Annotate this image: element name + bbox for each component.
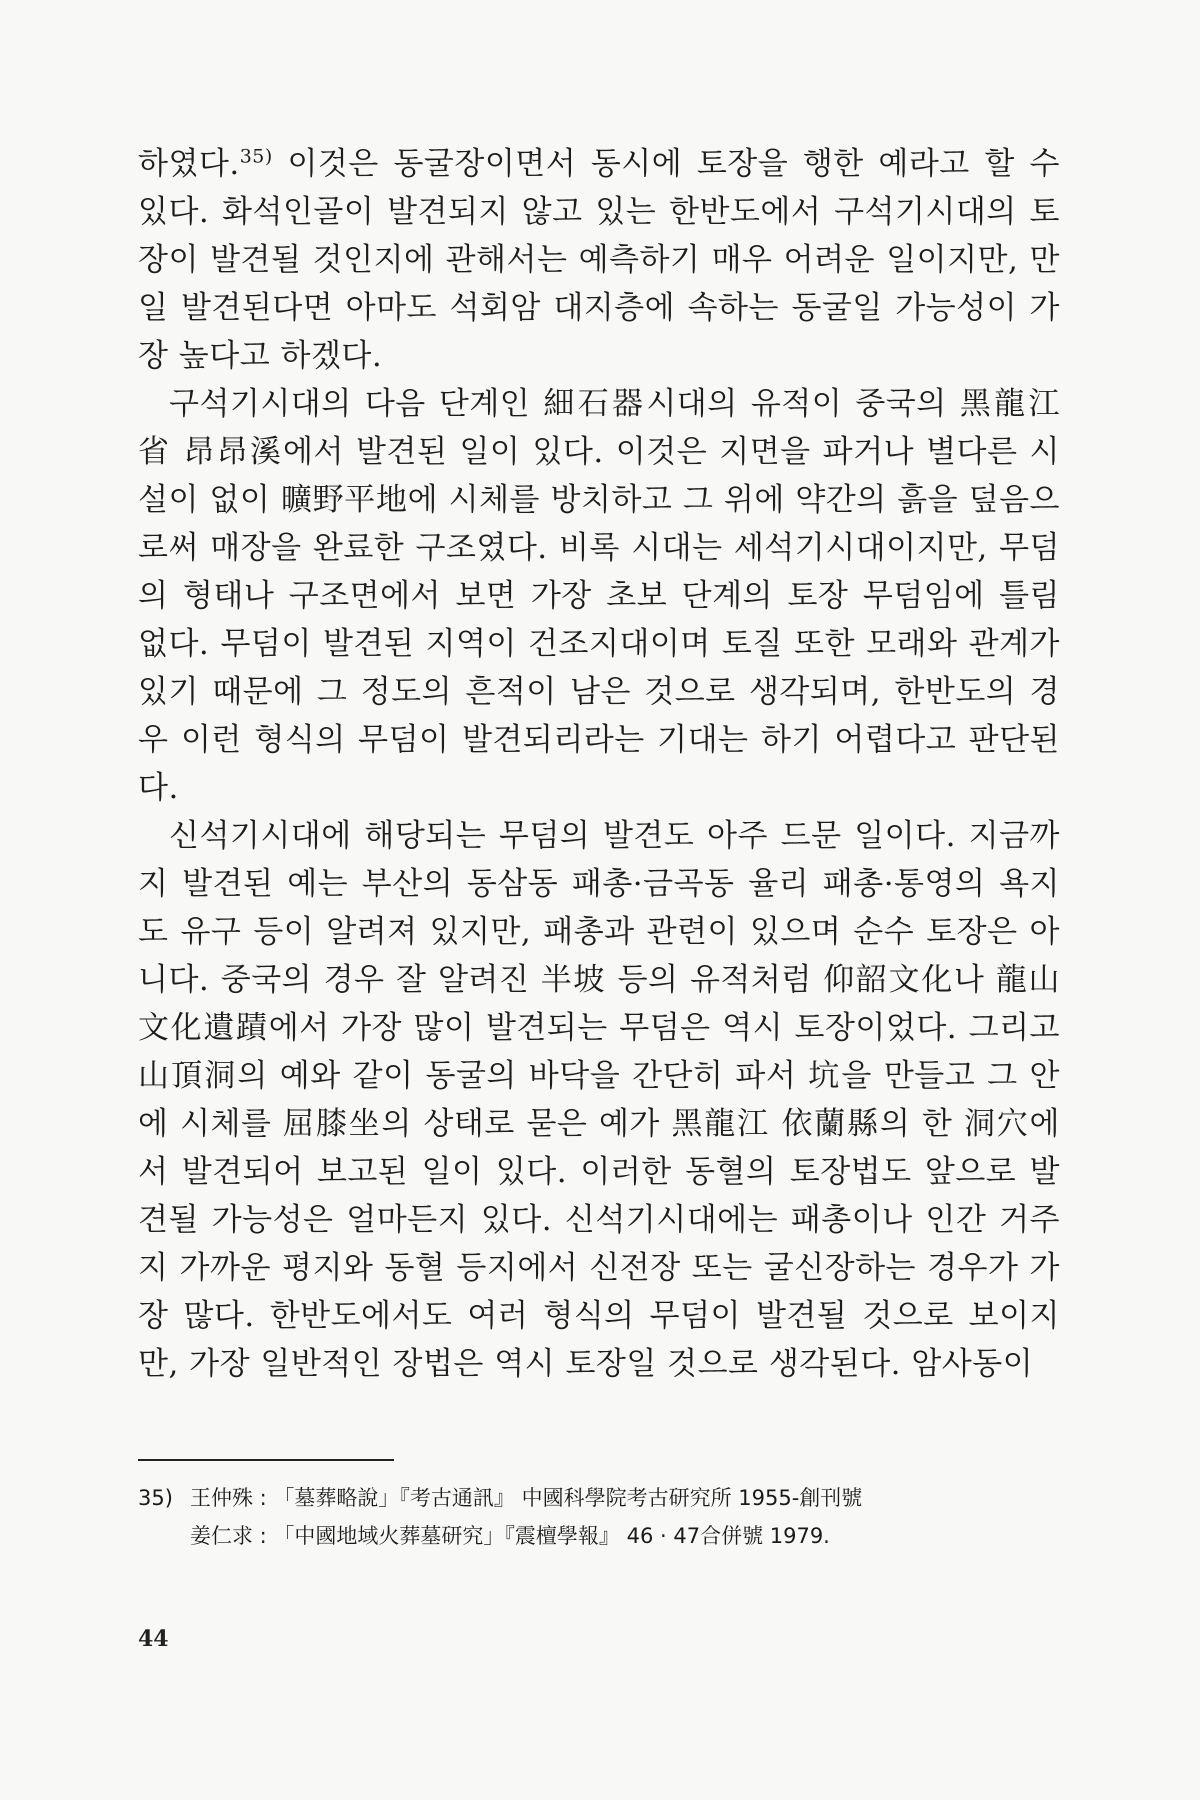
paragraph-1 (138, 140, 1060, 380)
footnote-text-2: 姜仁求 : 「中國地域火葬墓研究」『震檀學報』 46 · 47合併號 1979. (190, 1524, 830, 1548)
footnote-line-1 (138, 1479, 1068, 1517)
paragraph-1-rest: 이것은 동굴장이면서 동시에 토장을 행한 예라고 할 수 있다. 화석인골이 발견되지 않고 있는 한반도에서 구석기시대의 토장이 발견될 것인지에 관해서는 예측하기 매우 어려운 일이지만, 만일 발견된다면 아마도 석회암 대지층에 속하는 동굴일 가능성이 가장 높다고 하겠다. (138, 146, 1060, 374)
footnote-number: 35) (138, 1486, 173, 1510)
footnote-reference: 35) (239, 145, 273, 168)
paragraph-2: 구석기시대의 다음 단계인 細石器시대의 유적이 중국의 黑龍江省 昂昂溪에서 발견된 일이 있다. 이것은 지면을 파거나 별다른 시설이 없이 曠野平地에 시체를 방치하고 그 위에 약간의 흙을 덮음으로써 매장을 완료한 구조였다. 비록 시대는 세석기시대이지만, 무덤의 형태나 구조면에서 보면 가장 초보 단계의 토장 무덤임에 틀림 없다. 무덤이 발견된 지역이 건조지대이며 토질 또한 모래와 관계가 있기 때문에 그 정도의 흔적이 남은 것으로 생각되며, 한반도의 경우 이런 형식의 무덤이 발견되리라는 기대는 하기 어렵다고 판단된다. (138, 386, 1060, 806)
footnote-divider (138, 1459, 394, 1461)
footnotes (138, 1479, 1068, 1555)
body-text (138, 140, 1060, 1388)
page-number: 44 (138, 1626, 169, 1652)
paragraph-3: 신석기시대에 해당되는 무덤의 발견도 아주 드문 일이다. 지금까지 발견된 예는 부산의 동삼동 패총·금곡동 율리 패총·통영의 욕지도 유구 등이 알려져 있지만, 패총과 관련이 있으며 순수 토장은 아니다. 중국의 경우 잘 알려진 半坡 등의 유적처럼 仰韶文化나 龍山文化遺蹟에서 가장 많이 발견되는 무덤은 역시 토장이었다. 그리고 山頂洞의 예와 같이 동굴의 바닥을 간단히 파서 坑을 만들고 그 안에 시체를 屈膝坐의 상태로 묻은 예가 黑龍江 依蘭縣의 한 洞穴에서 발견되어 보고된 일이 있다. 이러한 동혈의 토장법도 앞으로 발견될 가능성은 얼마든지 있다. 신석기시대에는 패총이나 인간 거주지 가까운 평지와 동혈 등지에서 신전장 또는 굴신장하는 경우가 가장 많다. 한반도에서도 여러 형식의 무덤이 발견될 것으로 보이지만, 가장 일반적인 장법은 역시 토장일 것으로 생각된다. 암사동이 (138, 818, 1060, 1382)
paragraph-1-start: 하였다. (138, 146, 240, 182)
footnote-line-2 (138, 1517, 1068, 1555)
footnote-text-1: 王仲殊 : 「墓葬略說」『考古通訊』 中國科學院考古研究所 1955-創刊號 (190, 1486, 863, 1510)
